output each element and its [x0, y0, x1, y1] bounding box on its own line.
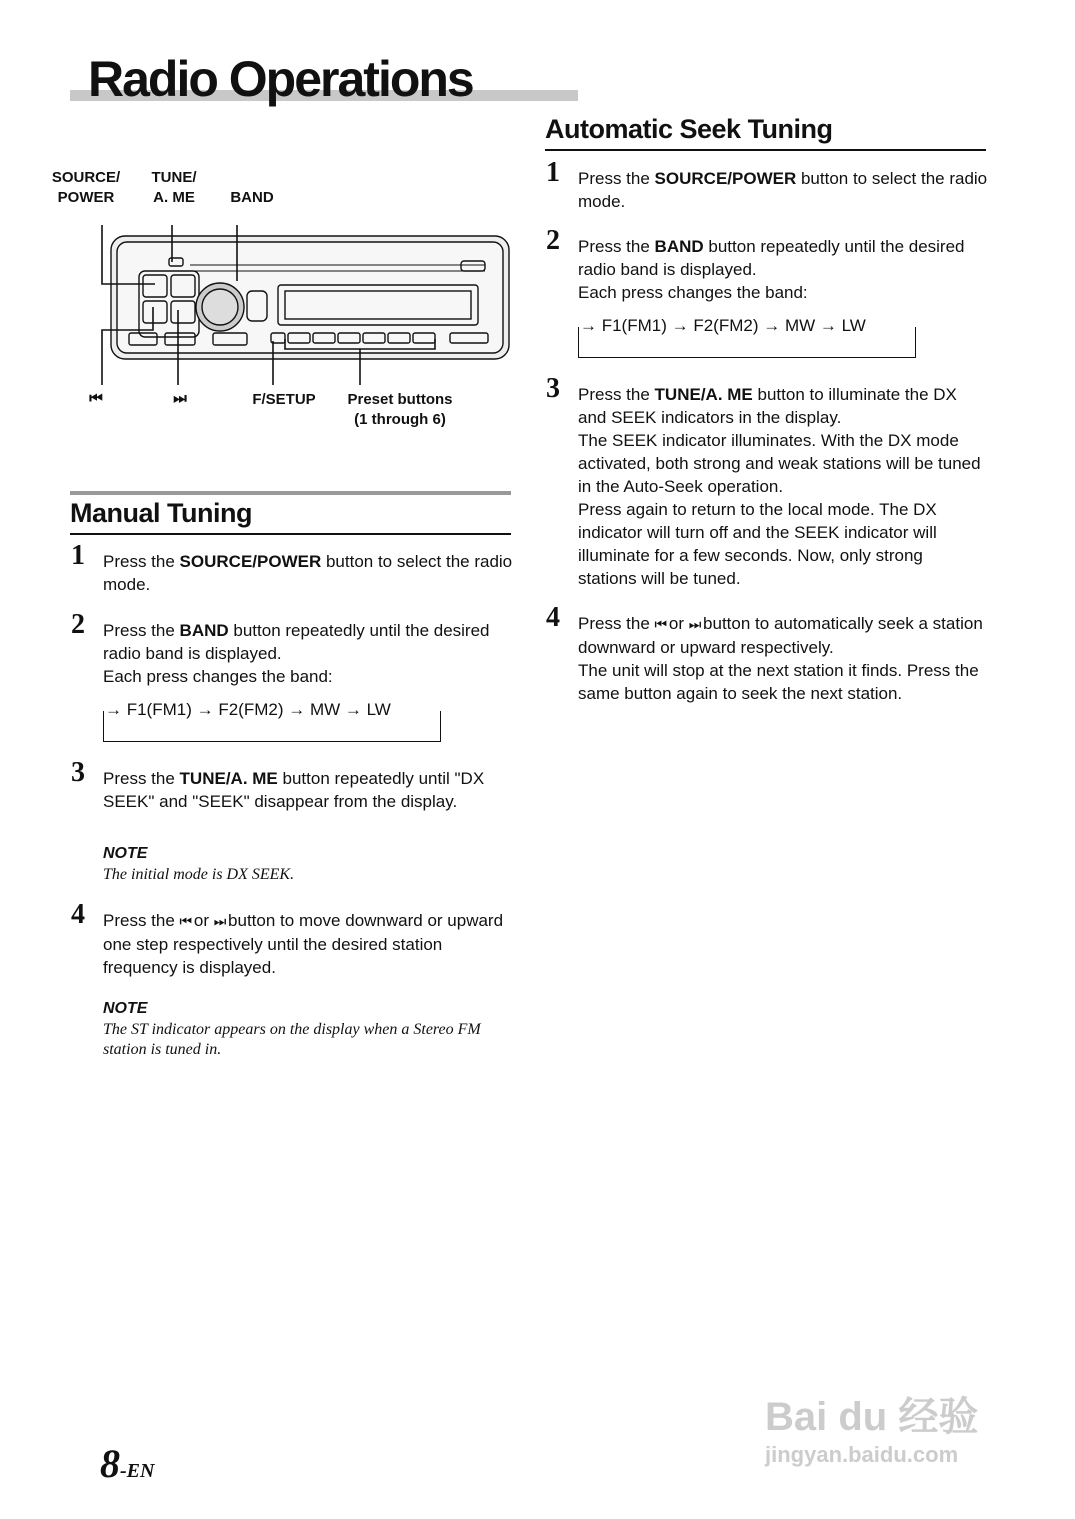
manual-note2-text: The ST indicator appears on the display when a Stereo FM station is tuned in.: [103, 1021, 481, 1058]
manual-tuning-heading: Manual Tuning: [70, 498, 252, 528]
page-number: 8-EN: [100, 1441, 155, 1486]
auto-step-2: 2 Press the BAND button repeatedly until the desired radio band is displayed. Each press changes the band:: [546, 225, 965, 302]
manual-step-2: 2 Press the BAND button repeatedly until the desired radio band is displayed. Each press changes the band:: [71, 609, 490, 686]
section-top-rule: [70, 491, 511, 495]
prev-track-icon: ⏮: [179, 913, 190, 929]
watermark-url: jingyan.baidu.com: [765, 1442, 959, 1467]
auto-step-1: 1 Press the SOURCE/POWER button to select the radio mode.: [546, 157, 988, 211]
auto-band-cycle: → F1(FM1) → F2(FM2) → MW → LW: [580, 316, 872, 336]
watermark-brand: Bai du 经验: [765, 1395, 979, 1439]
next-track-icon: ⏭: [213, 913, 224, 929]
manual-step-4: 4 Press the ⏮ or ⏭ button to move downward or upward one step respectively until the desired station frequency is displayed.: [71, 899, 504, 977]
next-track-icon: ⏭: [688, 616, 699, 632]
label-fsetup: F/SETUP: [252, 391, 316, 408]
manual-band-cycle: → F1(FM1) → F2(FM2) → MW → LW: [105, 700, 397, 720]
label-source-power: SOURCE/ POWER: [51, 169, 121, 206]
manual-step-3: 3 Press the TUNE/A. ME button repeatedly until "DX SEEK" and "SEEK" disappear from the display.: [71, 757, 485, 811]
auto-seek-heading: Automatic Seek Tuning: [545, 114, 833, 144]
manual-step-1: 1 Press the SOURCE/POWER button to select the radio mode.: [71, 540, 513, 594]
manual-note1-text: The initial mode is DX SEEK.: [103, 866, 295, 883]
page-title: Radio Operations: [88, 51, 473, 107]
label-preset-buttons: Preset buttons (1 through 6): [347, 391, 453, 428]
label-next-icon: ⏭: [173, 390, 187, 407]
auto-step-3: 3 Press the TUNE/A. ME button to illuminate the DX and SEEK indicators in the display. The SEEK indicator illuminates. With the DX mode activated, both strong and weak stations will be tuned in the Auto-Seek operation. Press again to return to the local mode. The DX indicator will turn off and the SEEK indicator will illuminate for a few seconds. Now, only strong stations will be tuned.: [546, 373, 981, 588]
section-rule: [70, 533, 511, 535]
prev-track-icon: ⏮: [654, 616, 665, 632]
label-tune-ame: TUNE/ A. ME: [151, 169, 197, 206]
manual-note2-heading: NOTE: [103, 1000, 148, 1017]
label-band: BAND: [230, 189, 274, 206]
head-unit-drawing: [95, 225, 520, 390]
auto-section-rule: [545, 149, 986, 151]
label-prev-icon: ⏮: [89, 390, 103, 407]
manual-note1-heading: NOTE: [103, 845, 148, 862]
auto-step-4: 4 Press the ⏮ or ⏭ button to automatically seek a station downward or upward respectively. The unit will stop at the next station it finds. Press the same button again to seek the next station.: [546, 602, 983, 703]
